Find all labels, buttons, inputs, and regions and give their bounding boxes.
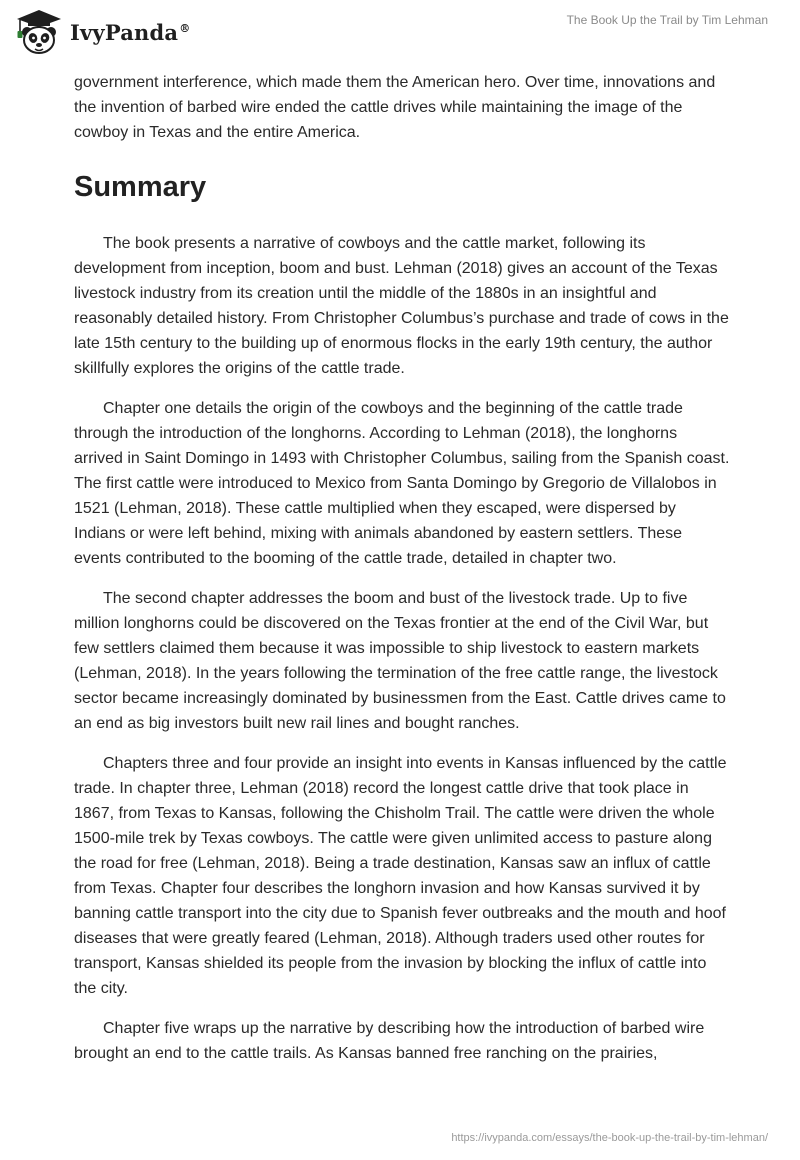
paragraph: The second chapter addresses the boom and bust of the livestock trade. Up to five million longhorns could be discovered on the Texas frontier at the end of the Civil War, but few settlers claimed them because it was impossible to ship livestock to eastern markets (Lehman, 2018). In the years following the termination of the free cattle range, the livestock sector became increasingly dominated by businessmen from the East. Cattle drives came to an end as big investors built new rail lines and bought ranches. [74, 590, 726, 732]
registered-mark: ® [179, 21, 191, 35]
page-header [0, 0, 800, 70]
brand-logo[interactable] [14, 8, 190, 56]
panda-graduate-icon [14, 8, 64, 56]
essay-body [74, 70, 730, 1081]
brand-name [70, 20, 190, 45]
intro-paragraph: government interference, which made them the American hero. Over time, innovations and the invention of barbed wire ended the cattle drives while maintaining the image of the cowboy in Texas and the entire America. [74, 74, 716, 141]
source-url[interactable]: https://ivypanda.com/essays/the-book-up-the-trail-by-tim-lehman/ [451, 1132, 768, 1144]
document-title: The Book Up the Trail by Tim Lehman [566, 13, 768, 27]
paragraph: The book presents a narrative of cowboys and the cattle market, following its development from inception, boom and bust. Lehman (2018) gives an account of the Texas livestock industry from its creation until the middle of the 1880s in an insightful and reasonably detailed history. From Christopher Columbus’s purchase and trade of cows in the late 15th century to the building up of enormous flocks in the early 19th century, the author skillfully explores the origins of the cattle trade. [74, 235, 729, 377]
paragraph: Chapters three and four provide an insight into events in Kansas influenced by the cattle trade. In chapter three, Lehman (2018) record the longest cattle drive that took place in 1867, from Texas to Kansas, following the Chisholm Trail. The cattle were driven the whole 1500-mile trek by Texas cowboys. The cattle were given unlimited access to pasture along the road for free (Lehman, 2018). Being a trade destination, Kansas saw an influx of cattle from Texas. Chapter four describes the longhorn invasion and how Kansas survived it by banning cattle transport into the city due to Spanish fever outbreaks and the mouth and hoof diseases that were greatly feared (Lehman, 2018). Although traders used other routes for transport, Kansas shielded its people from the invasion by blocking the influx of cattle into the city. [74, 755, 727, 997]
paragraph: Chapter one details the origin of the cowboys and the beginning of the cattle trade through the introduction of the longhorns. According to Lehman (2018), the longhorns arrived in Saint Domingo in 1493 with Christopher Columbus, sailing from the Spanish coast. The first cattle were introduced to Mexico from Santa Domingo by Gregorio de Villalobos in 1521 (Lehman, 2018). These cattle multiplied when they escaped, were dispersed by Indians or were left behind, mixing with animals abandoned by eastern settlers. These events contributed to the booming of the cattle trade, detailed in chapter two. [74, 400, 730, 567]
paragraph: Chapter five wraps up the narrative by describing how the introduction of barbed wire brought an end to the cattle trails. As Kansas banned free ranching on the prairies, [74, 1020, 705, 1062]
section-heading: Summary [74, 171, 207, 203]
brand-name-text: IvyPanda [70, 19, 179, 45]
